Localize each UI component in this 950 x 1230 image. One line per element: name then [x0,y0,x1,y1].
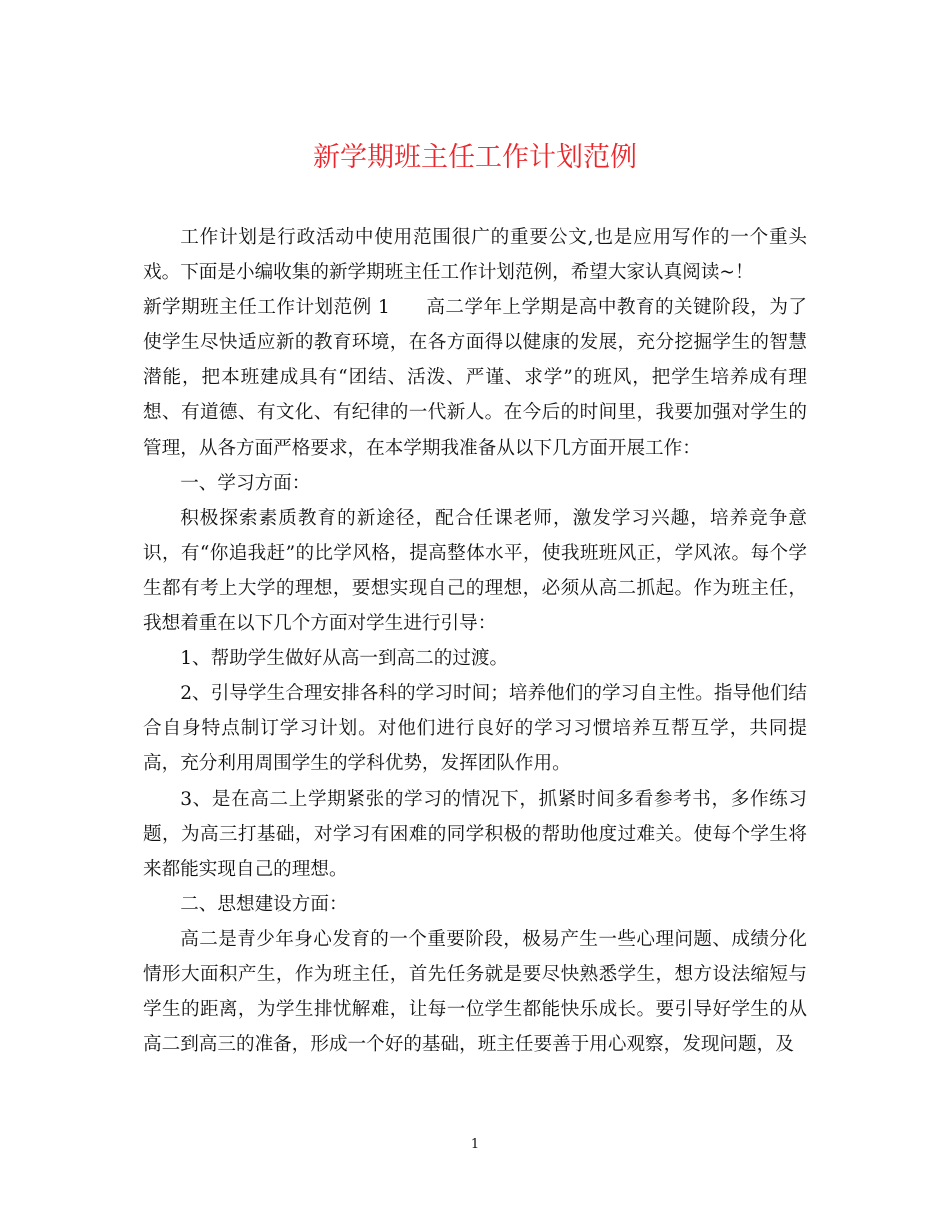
example-heading: 新学期班主任工作计划范例 1 [143,297,390,319]
section-heading-thought: 二、思想建设方面： [180,893,348,915]
intro-paragraph: 工作计划是行政活动中使用范围很广的重要公文,也是应用写作的一个重头戏。下面是小编收集的新学期班主任工作计划范例，希望大家认真阅读~！ [143,227,807,284]
document-title: 新学期班主任工作计划范例 [313,142,637,173]
study-item-2: 2、引导学生合理安排各科的学习时间；培养他们的学习自主性。指导他们结合自身特点制订学习计划。对他们进行良好的学习习惯培养互帮互学，共同提高，充分利用周围学生的学科优势，发挥团队作用。 [143,683,807,775]
example-text: 高二学年上学期是高中教育的关键阶段，为了使学生尽快适应新的教育环境，在各方面得以健康的发展，充分挖掘学生的智慧潜能，把本班建成具有“团结、活泼、严谨、求学”的班风，把学生培养成有理想、有道德、有文化、有纪律的一代新人。在今后的时间里，我要加强对学生的管理，从各方面严格要求，在本学期我准备从以下几方面开展工作： [143,297,807,459]
study-paragraph: 积极探索素质教育的新途径，配合任课老师，激发学习兴趣，培养竞争意识，有“你追我赶”的比学风格，提高整体水平，使我班班风正，学风浓。每个学生都有考上大学的理想，要想实现自己的理想，必须从高二抓起。作为班主任，我想着重在以下几个方面对学生进行引导： [143,507,807,635]
study-item-1: 1、帮助学生做好从高一到高二的过渡。 [180,648,509,670]
section-heading-study: 一、学习方面： [180,472,311,494]
thought-paragraph: 高二是青少年身心发育的一个重要阶段，极易产生一些心理问题、成绩分化情形大面积产生，作为班主任，首先任务就是要尽快熟悉学生，想方设法缩短与学生的距离，为学生排忧解难，让每一位学生都能快乐成长。要引导好学生的从高二到高三的准备，形成一个好的基础，班主任要善于用心观察，发现问题，及 [143,928,807,1056]
example-paragraph [143,290,807,465]
study-item-3: 3、是在高二上学期紧张的学习的情况下，抓紧时间多看参考书，多作练习题，为高三打基础，对学习有困难的同学积极的帮助他度过难关。使每个学生将来都能实现自己的理想。 [143,788,807,880]
document-body [143,220,807,1062]
page-number: 1 [470,1137,480,1152]
